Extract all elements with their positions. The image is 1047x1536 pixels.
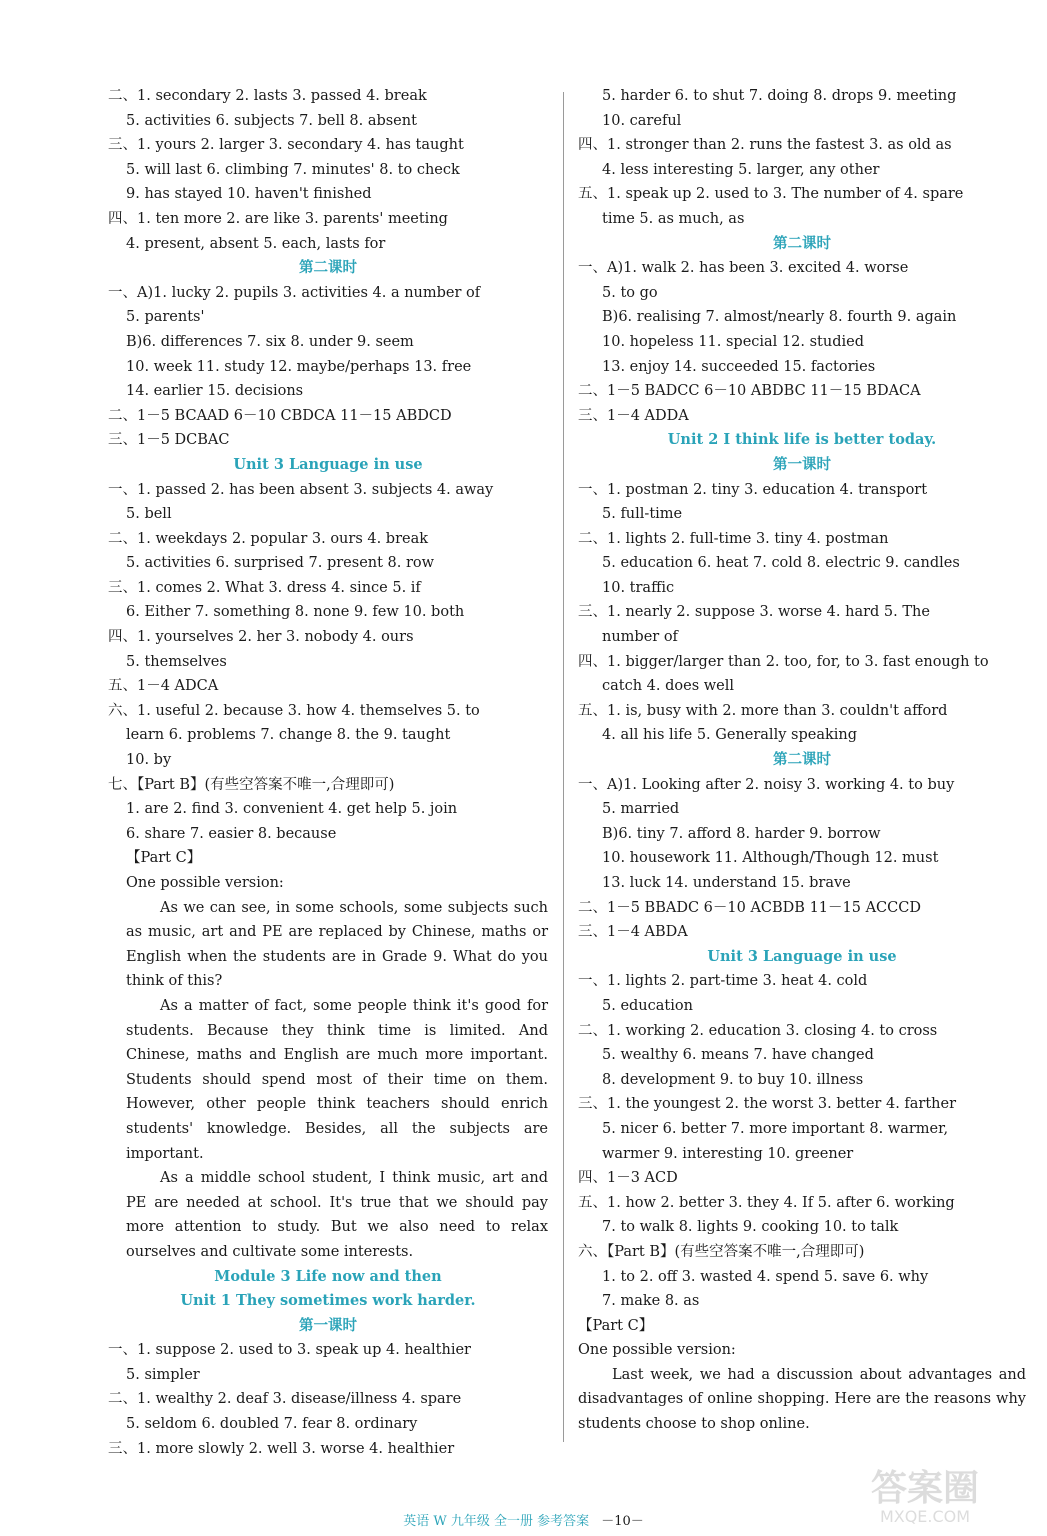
answer-line: 5. will last 6. climbing 7. minutes' 8. to check	[126, 161, 460, 178]
answer-line: 六、1. useful 2. because 3. how 4. themselves 5. to	[108, 702, 480, 719]
answer-line: 二、1. lights 2. full-time 3. tiny 4. postman	[578, 530, 889, 547]
answer-line: 13. enjoy 14. succeeded 15. factories	[602, 358, 876, 375]
answer-line: 二、1. secondary 2. lasts 3. passed 4. break	[108, 88, 427, 104]
essay-paragraph: As a matter of fact, some people think it's good for students. Because they think time is limited. And Chinese, maths and English are much more important. Students should spend most of their time on them. However, other people think teachers should enrich students' knowledge. Besides, all the subjects are important.	[126, 997, 548, 1162]
answer-line: 13. luck 14. understand 15. brave	[602, 875, 851, 891]
section-heading: 第二课时	[773, 751, 831, 769]
answer-line: 5. education 6. heat 7. cold 8. electric 9. candles	[602, 555, 960, 572]
answer-line: One possible version:	[578, 1342, 736, 1359]
answer-line: 10. week 11. study 12. maybe/perhaps 13. free	[126, 358, 472, 375]
answer-line: 5. simpler	[126, 1366, 200, 1383]
answer-line: 5. parents'	[126, 309, 205, 326]
answer-line: 三、1－4 ABDA	[578, 924, 688, 941]
watermark-text: 答案圈	[870, 1468, 980, 1509]
answer-line: 4. less interesting 5. larger, any other	[602, 161, 880, 178]
answer-line: catch 4. does well	[602, 678, 735, 695]
answer-line: 5. bell	[126, 506, 172, 523]
answer-line: 8. development 9. to buy 10. illness	[602, 1071, 864, 1088]
page-number: －10－	[601, 1514, 644, 1529]
answer-line: 一、1. suppose 2. used to 3. speak up 4. healthier	[108, 1342, 471, 1359]
answer-line: 四、1. ten more 2. are like 3. parents' meeting	[108, 210, 448, 227]
answer-line: 四、1. stronger than 2. runs the fastest 3. as old as	[578, 137, 952, 154]
right-column	[578, 84, 1026, 1437]
answer-line: 一、1. lights 2. part-time 3. heat 4. cold	[578, 973, 868, 990]
answer-line: 6. share 7. easier 8. because	[126, 825, 337, 842]
answer-line: One possible version:	[126, 875, 284, 891]
answer-line: 【Part C】	[578, 1317, 654, 1334]
answer-line: 5. activities 6. surprised 7. present 8. row	[126, 555, 435, 572]
answer-line: 三、1. more slowly 2. well 3. worse 4. healthier	[108, 1440, 455, 1457]
essay-paragraph: Last week, we had a discussion about advantages and disadvantages of online shopping. Here are the reasons why students choose to shop online.	[578, 1366, 1026, 1433]
answer-line: 1. are 2. find 3. convenient 4. get help 5. join	[126, 801, 458, 818]
answer-line: 5. wealthy 6. means 7. have changed	[602, 1047, 874, 1064]
answer-line: 一、A)1. lucky 2. pupils 3. activities 4. a number of	[108, 284, 481, 301]
answer-line: 9. has stayed 10. haven't finished	[126, 186, 372, 203]
answer-line: 10. careful	[602, 112, 682, 129]
answer-line: 10. hopeless 11. special 12. studied	[602, 333, 864, 350]
answer-line: 14. earlier 15. decisions	[126, 383, 304, 400]
answer-line: 五、1－4 ADCA	[108, 678, 219, 695]
answer-line: 三、1. nearly 2. suppose 3. worse 4. hard 5. The	[578, 604, 930, 621]
answer-line: 5. full-time	[602, 506, 683, 523]
footer-label: 英语 W 九年级 全一册 参考答案	[403, 1514, 590, 1529]
watermark-sub: MXQE.COM	[879, 1507, 971, 1526]
answer-line: 10. traffic	[602, 579, 675, 596]
answer-line: 二、1. weekdays 2. popular 3. ours 4. break	[108, 530, 429, 547]
section-heading: 第二课时	[773, 234, 831, 252]
answer-line: 三、1. yours 2. larger 3. secondary 4. has taught	[108, 137, 464, 154]
answer-line: B)6. tiny 7. afford 8. harder 9. borrow	[602, 825, 881, 842]
answer-line: 5. activities 6. subjects 7. bell 8. absent	[126, 112, 417, 129]
answer-line: 5. seldom 6. doubled 7. fear 8. ordinary	[126, 1416, 418, 1433]
answer-line: 一、1. postman 2. tiny 3. education 4. transport	[578, 481, 928, 498]
answer-line: 1. to 2. off 3. wasted 4. spend 5. save 6. why	[602, 1268, 929, 1285]
essay-paragraph: As a middle school student, I think music, art and PE are needed at school. It's true that we should pay more attention to study. But we also need to relax ourselves and cultivate some interests.	[126, 1170, 548, 1260]
answer-line: 三、1. the youngest 2. the worst 3. better 4. farther	[578, 1096, 957, 1113]
answer-line: 5. themselves	[126, 653, 227, 670]
answer-line: 五、1. how 2. better 3. they 4. If 5. after 6. working	[578, 1194, 955, 1211]
section-heading: 第一课时	[773, 455, 831, 473]
answer-line: B)6. realising 7. almost/nearly 8. fourth 9. again	[602, 309, 957, 326]
answer-line: 二、1－5 BCAAD 6－10 CBDCA 11－15 ABDCD	[108, 407, 452, 424]
answer-line: learn 6. problems 7. change 8. the 9. taught	[126, 727, 451, 744]
answer-line: 三、1－4 ADDA	[578, 407, 689, 424]
answer-line: 七、【Part B】(有些空答案不唯一,合理即可)	[108, 776, 395, 793]
answer-line: 二、1. working 2. education 3. closing 4. to cross	[578, 1022, 938, 1039]
answer-line: 10. housework 11. Although/Though 12. must	[602, 850, 939, 867]
answer-line: 三、1. comes 2. What 3. dress 4. since 5. if	[108, 579, 421, 596]
section-heading: Unit 3 Language in use	[707, 947, 897, 965]
section-heading: Unit 3 Language in use	[233, 455, 423, 473]
essay-paragraph: As we can see, in some schools, some subjects such as music, art and PE are replaced by Chinese, maths or English when the students are in Grade 9. What do you think of this?	[126, 899, 548, 990]
answer-line: 5. education	[602, 997, 693, 1014]
section-heading: Unit 1 They sometimes work harder.	[180, 1292, 476, 1310]
answer-line: time 5. as much, as	[602, 210, 745, 227]
answer-line: 5. married	[602, 801, 680, 818]
answer-line: 三、1－5 DCBAC	[108, 432, 230, 449]
answer-line: 一、A)1. walk 2. has been 3. excited 4. worse	[578, 260, 909, 277]
section-heading: 第一课时	[299, 1316, 357, 1334]
answer-line: 7. make 8. as	[602, 1293, 700, 1310]
answer-line: 四、1. yourselves 2. her 3. nobody 4. ours	[108, 629, 414, 646]
section-heading: 第二课时	[299, 259, 357, 277]
answer-line: 六、【Part B】(有些空答案不唯一,合理即可)	[578, 1243, 865, 1260]
answer-line: B)6. differences 7. six 8. under 9. seem	[126, 333, 414, 350]
answer-line: 五、1. is, busy with 2. more than 3. couldn't afford	[578, 702, 948, 719]
answer-line: 四、1－3 ACD	[578, 1170, 678, 1187]
answer-line: 10. by	[126, 752, 172, 769]
answer-line: 5. to go	[602, 284, 658, 301]
left-column	[108, 84, 548, 1461]
answer-line: 7. to walk 8. lights 9. cooking 10. to talk	[602, 1219, 899, 1236]
answer-line: number of	[602, 629, 678, 646]
answer-line: 一、A)1. Looking after 2. noisy 3. working 4. to buy	[578, 776, 955, 793]
answer-line: 4. all his life 5. Generally speaking	[602, 727, 858, 744]
section-heading: Unit 2 I think life is better today.	[667, 431, 937, 449]
column-divider	[563, 92, 564, 1442]
answer-line: 二、1－5 BADCC 6－10 ABDBC 11－15 BDACA	[578, 383, 921, 400]
answer-line: 6. Either 7. something 8. none 9. few 10. both	[126, 604, 465, 621]
answer-line: 5. harder 6. to shut 7. doing 8. drops 9. meeting	[602, 88, 957, 104]
watermark-logo	[825, 1460, 1025, 1528]
section-heading: Module 3 Life now and then	[214, 1267, 442, 1285]
answer-line: 四、1. bigger/larger than 2. too, for, to 3. fast enough to	[578, 653, 989, 670]
answer-line: 5. nicer 6. better 7. more important 8. warmer,	[602, 1120, 949, 1137]
answer-line: 一、1. passed 2. has been absent 3. subjects 4. away	[108, 481, 494, 498]
answer-line: 五、1. speak up 2. used to 3. The number of 4. spare	[578, 186, 964, 203]
answer-line: warmer 9. interesting 10. greener	[602, 1145, 854, 1162]
answer-line: 二、1－5 BBADC 6－10 ACBDB 11－15 ACCCD	[578, 899, 921, 916]
answer-line: 【Part C】	[126, 850, 202, 867]
answer-line: 二、1. wealthy 2. deaf 3. disease/illness 4. spare	[108, 1391, 462, 1408]
answer-line: 4. present, absent 5. each, lasts for	[126, 235, 386, 252]
